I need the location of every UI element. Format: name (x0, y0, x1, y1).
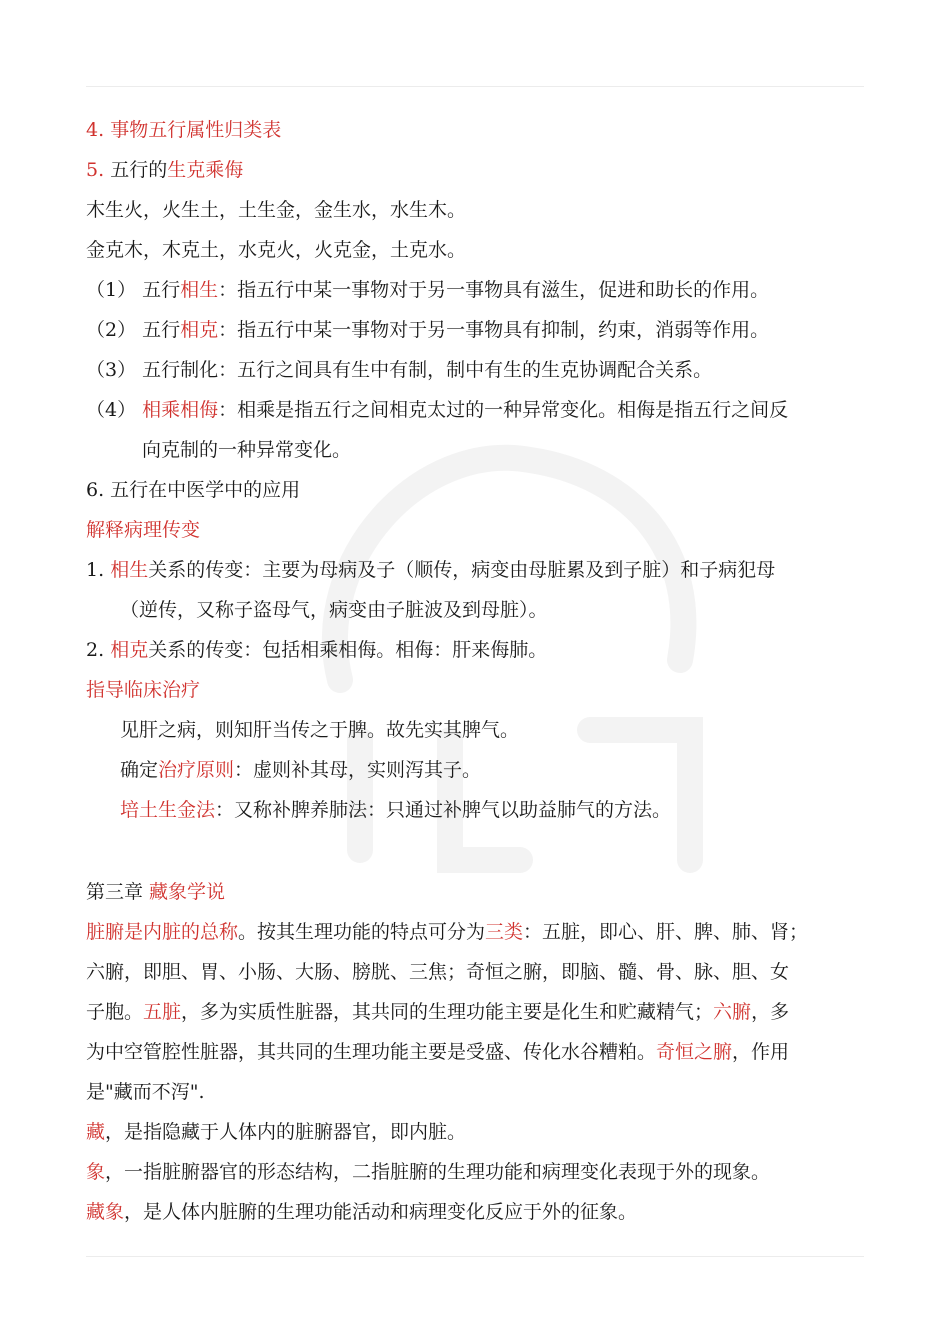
item-text: ：又称补脾养肺法：只通过补脾气以助益肺气的方法。 (215, 799, 672, 821)
item-text: ，作用 (732, 1041, 790, 1063)
guide-line-1: 见肝之病，则知肝当传之于脾。故先实其脾气。 (120, 719, 520, 741)
chapter-title: 藏象学说 (149, 881, 226, 903)
sheng-cycle: 木生火，火生土，土生金，金生水，水生木。 (86, 199, 467, 221)
item-term: 三类 (485, 921, 524, 943)
item-term: 奇恒之腑 (656, 1041, 733, 1063)
item-term: 五脏 (143, 1001, 182, 1023)
heading-5-term: 生克乘侮 (167, 159, 244, 181)
pathology-item-1 (86, 550, 775, 590)
item-text: ：虚则补其母，实则泻其子。 (234, 759, 482, 781)
definition-zangxiang (86, 1192, 637, 1232)
list-item-4-continuation: 向克制的一种异常变化。 (142, 439, 352, 461)
item-term: 象 (86, 1161, 106, 1183)
ke-cycle: 金克木，木克土，水克火，火克金，土克水。 (86, 239, 467, 261)
item-term: 六腑 (713, 1001, 752, 1023)
guide-line-3 (120, 790, 671, 830)
item-term: 藏象 (86, 1201, 125, 1223)
list-item-2 (86, 310, 769, 350)
zangfu-line-5: 是"藏而不泻". (86, 1081, 205, 1103)
zangfu-line-3 (86, 992, 789, 1032)
item-text: 关系的传变：主要为母病及子（顺传，病变由母脏累及到子脏）和子病犯母 (148, 559, 776, 581)
item-term: 相乘相侮 (142, 399, 219, 421)
heading-4-title: 事物五行属性归类表 (110, 119, 282, 141)
item-number: （2） (86, 319, 137, 341)
item-text: 。按其生理功能的特点可分为 (238, 921, 486, 943)
pathology-item-1-continuation: （逆传，又称子盗母气，病变由子脏波及到母脏）。 (120, 599, 548, 621)
item-term: 相生 (180, 279, 219, 301)
item-text: 确定 (120, 759, 159, 781)
list-item-4 (86, 390, 788, 430)
item-text: ：指五行中某一事物对于另一事物具有抑制，约束，消弱等作用。 (218, 319, 770, 341)
item-term: 藏 (86, 1121, 106, 1143)
item-text: 五行 (142, 319, 181, 341)
item-term: 培土生金法 (120, 799, 216, 821)
chapter-label: 第三章 (86, 881, 150, 903)
item-text: ：相乘是指五行之间相克太过的一种异常变化。相侮是指五行之间反 (218, 399, 789, 421)
item-text: ，一指脏腑器官的形态结构，二指脏腑的生理功能和病理变化表现于外的现象。 (105, 1161, 771, 1183)
definition-xiang (86, 1152, 770, 1192)
item-term: 相生 (110, 559, 149, 581)
zangfu-line-1 (86, 912, 808, 952)
guide-line-2 (120, 750, 481, 790)
zangfu-line-4 (86, 1032, 789, 1072)
heading-5 (86, 150, 243, 190)
item-text: ：指五行中某一事物对于另一事物具有滋生，促进和助长的作用。 (218, 279, 770, 301)
item-number: （3） (86, 359, 137, 381)
item-number: （4） (86, 399, 137, 421)
heading-5-prefix: 五行的 (110, 159, 168, 181)
explain-heading: 解释病理传变 (86, 519, 201, 541)
chapter-3-heading (86, 872, 225, 912)
list-item-3 (86, 350, 712, 390)
heading-4-number: 4. (86, 119, 105, 141)
heading-6: 6. 五行在中医学中的应用 (86, 479, 301, 501)
item-text: 为中空管腔性脏器，其共同的生理功能主要是受盛、传化水谷糟粕。 (86, 1041, 657, 1063)
item-term: 治疗原则 (158, 759, 235, 781)
item-term: 相克 (180, 319, 219, 341)
item-text: ，多为实质性脏器，其共同的生理功能主要是化生和贮藏精气； (181, 1001, 714, 1023)
footer-rule (86, 1256, 864, 1257)
item-text: ，是人体内脏腑的生理功能活动和病理变化反应于外的征象。 (124, 1201, 638, 1223)
item-term: 脏腑是内脏的总称 (86, 921, 239, 943)
zangfu-line-2: 六腑，即胆、胃、小肠、大肠、膀胱、三焦；奇恒之腑，即脑、髓、骨、脉、胆、女 (86, 961, 790, 983)
list-item-1 (86, 270, 769, 310)
item-text: ，多 (751, 1001, 790, 1023)
item-text: 子胞。 (86, 1001, 144, 1023)
pathology-item-2 (86, 630, 547, 670)
item-text: 关系的传变：包括相乘相侮。相侮：肝来侮肺。 (148, 639, 548, 661)
heading-5-number: 5. (86, 159, 105, 181)
heading-4 (86, 110, 281, 150)
item-number: 1. (86, 559, 105, 581)
item-term: 相克 (110, 639, 149, 661)
definition-zang (86, 1112, 466, 1152)
header-rule (86, 86, 864, 87)
item-text: 五行 (142, 279, 181, 301)
item-number: （1） (86, 279, 137, 301)
item-number: 2. (86, 639, 105, 661)
item-text: 五行制化：五行之间具有生中有制，制中有生的生克协调配合关系。 (142, 359, 713, 381)
guide-heading: 指导临床治疗 (86, 679, 201, 701)
item-text: ：五脏，即心、肝、脾、肺、肾； (523, 921, 809, 943)
item-text: ，是指隐藏于人体内的脏腑器官，即内脏。 (105, 1121, 467, 1143)
